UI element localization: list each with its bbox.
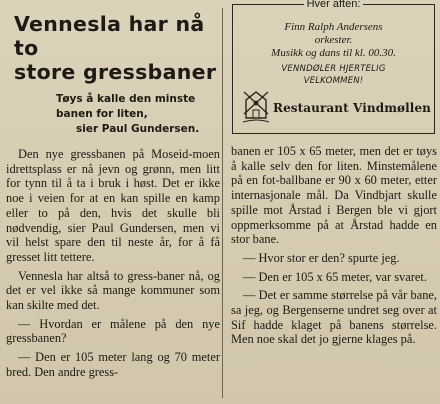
ad-orchestra-label: orkester. bbox=[314, 34, 353, 46]
article-question: — Hvordan er målene på den nye gressbanen? bbox=[6, 316, 220, 346]
ad-orchestra-name: Finn Ralph Andersens bbox=[284, 21, 383, 33]
headline-line-1: Vennesla har nå to bbox=[14, 12, 205, 60]
continuation-question: — Hvor stor er den? spurte jeg. bbox=[243, 250, 400, 265]
article-column-right bbox=[227, 0, 437, 347]
column-divider bbox=[222, 8, 223, 398]
article-column-left bbox=[6, 4, 220, 380]
article-paragraph-2: Vennesla har altså to gress-baner nå, og det er vel ikke så mange kommuner som kan skilte med det. bbox=[6, 268, 220, 313]
deck-line-3: sier Paul Gundersen. bbox=[76, 123, 200, 135]
ad-welcome-line-1: VENNDØLER HJERTELIG bbox=[281, 64, 386, 74]
deck-line-2: banen for liten, bbox=[56, 108, 148, 120]
ad-music-hours: Musikk og dans til kl. 00.30. bbox=[271, 47, 396, 59]
article-continuation bbox=[227, 144, 437, 347]
continuation-paragraph-1: banen er 105 x 65 meter, men det er tøys å kalle selv den for liten. Minstemålene på en fot-ballbane er 90 x 60 meter, etter internasjonale mål. Da Vindbjart skulle spille mot Årstad i Bergen ble vi gjort oppmerksomme på at Årstad hadde en stor bane. bbox=[231, 144, 437, 247]
deck-line-1: Tøys å kalle den minste bbox=[56, 93, 196, 105]
article-headline bbox=[14, 12, 220, 84]
ad-welcome-line-2: VELKOMMEN! bbox=[303, 76, 364, 86]
continuation-answer: — Den er 105 x 65 meter, var svaret. bbox=[243, 269, 427, 284]
restaurant-name: Restaurant Vindmøllen bbox=[273, 101, 432, 115]
headline-line-2: store gressbaner bbox=[14, 60, 217, 84]
ad-header: Hver aften: bbox=[233, 0, 434, 11]
article-paragraph-1: Den nye gressbanen på Moseid-moen idrettsplass er nå jevn og grønn, men litt for tynn til å ta i bruk i høst. Det er ikke noe i veien for at en kan spille en kamp eller to på den, hvis det skulle bli nødvendig, sier Paul Gundersen, men vi vil helst spare den til neste år, for å få gresset litt tettere. bbox=[6, 147, 220, 264]
article-paragraph-4: — Den er 105 meter lang og 70 meter bred. Den andre gress- bbox=[6, 350, 220, 379]
windmill-emblem-icon bbox=[239, 87, 273, 125]
continuation-paragraph-4: — Det er samme størrelse på vår bane, sa jeg, og Bergenserne undret seg over at Sif hadde klaget på banens størrelse. Men noe skal det jo gjerne klages på. bbox=[231, 288, 437, 347]
restaurant-advertisement bbox=[232, 0, 435, 134]
article-deck bbox=[56, 92, 220, 137]
